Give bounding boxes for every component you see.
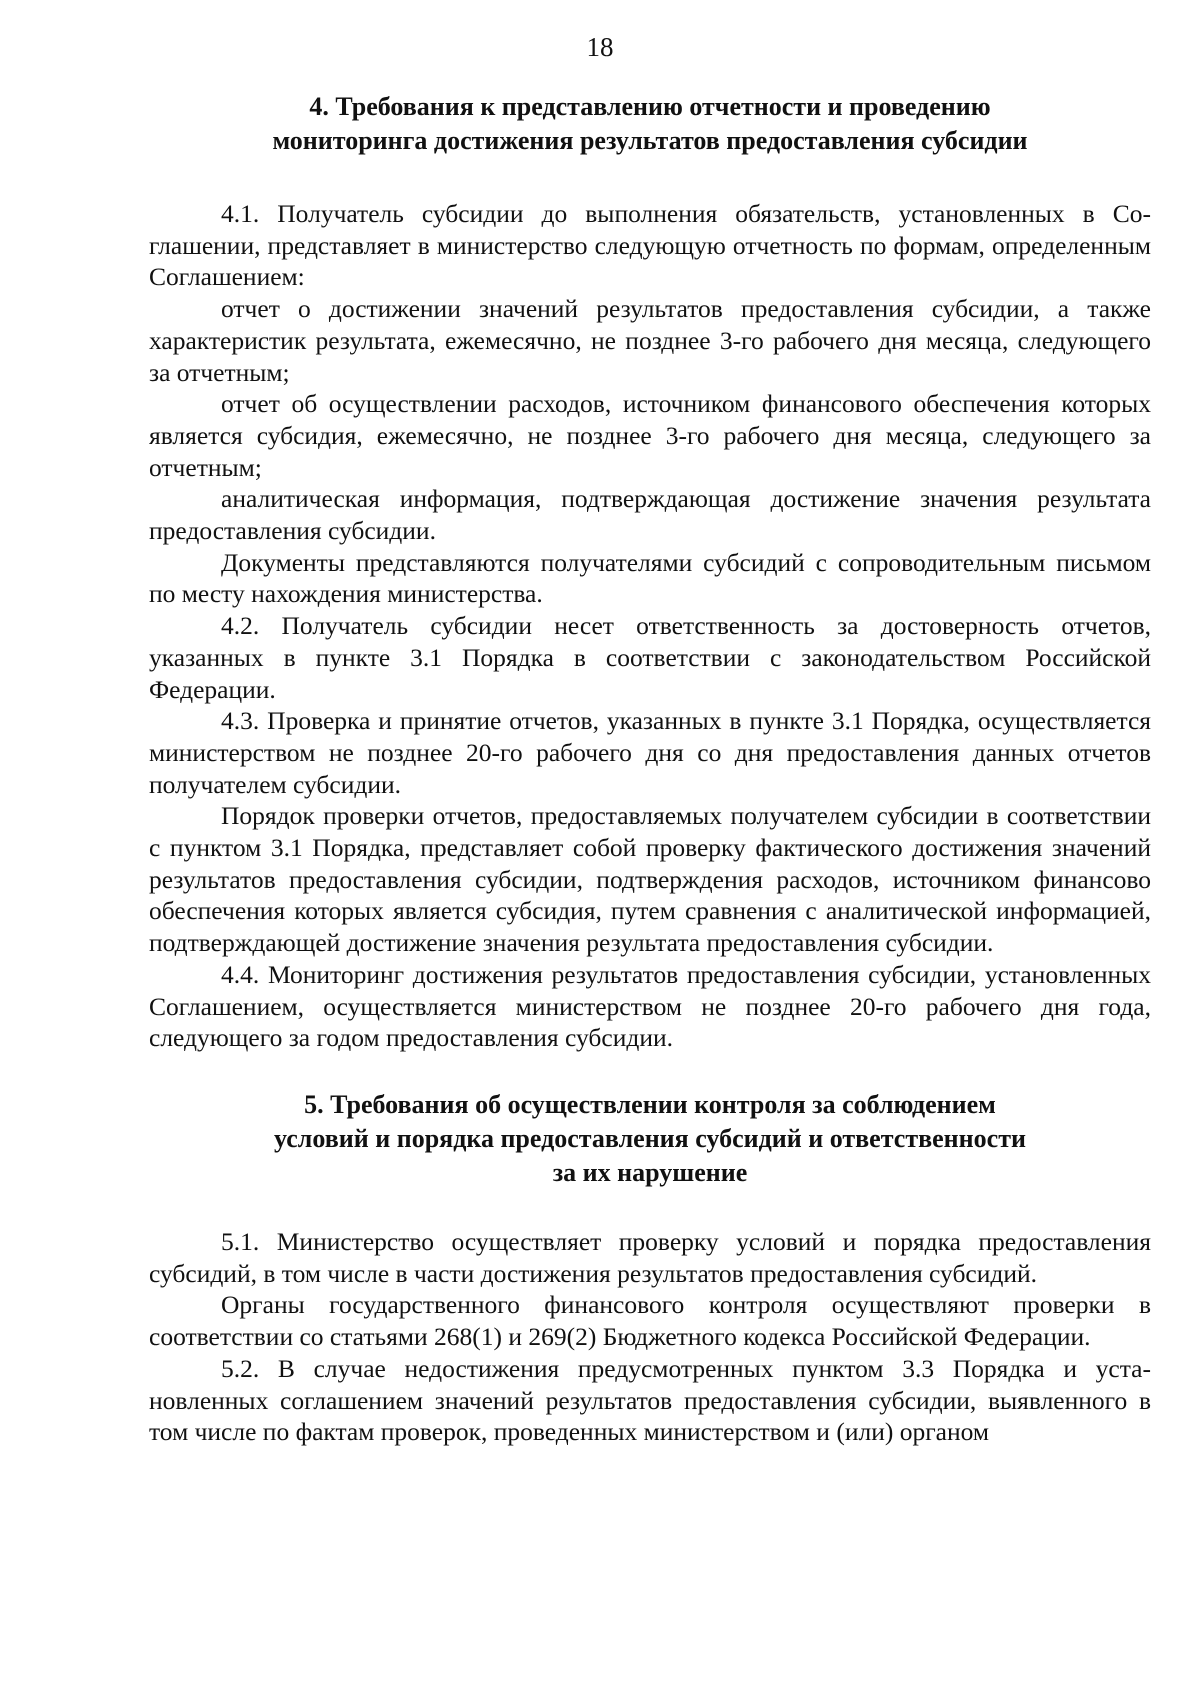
- section-5-heading-line: за их нарушение: [552, 1157, 748, 1187]
- section-4-heading: [149, 90, 1151, 158]
- section-4-heading-line: мониторинга достижения результатов предоставления субсидии: [272, 126, 1028, 155]
- page-number: 18: [586, 32, 614, 62]
- paragraph-5-1: 5.1. Министерство осуществляет проверку условий и порядка предоставления субсидий, в том числе в части достижения результатов предоставления субсидий.: [149, 1226, 1151, 1288]
- paragraph-4-2: 4.2. Получатель субсидии несет ответственность за достоверность отчетов, указанных в пункте 3.1 Порядка в соответствии с законодательством Российской Федерации.: [149, 611, 1151, 704]
- section-5-heading: [149, 1088, 1151, 1190]
- paragraph-4-1: 4.1. Получатель субсидии до выполнения обязательств, установленных в Соглашении, представляет в министерство следующую отчетность по формам, определенным Соглашением:: [149, 199, 1151, 292]
- paragraph-4-4: 4.4. Мониторинг достижения результатов предоставления субсидии, установленных Соглашением, осуществляется министерством не позднее 20-го рабочего дня года, следующего за годом предоставления субсидии.: [149, 959, 1151, 1053]
- paragraph-verification-procedure: Порядок проверки отчетов, предоставляемых получателем субсидии в соответствии с пунктом 3.1 Порядка, представляет собой проверку фактического достижения значений результатов предоставления субсидии, подтверждения расходов, источником финансово обеспечения которых является субсидия, путем сравнения с аналитической информацией, подтверждающей достижение значения результата предоставления субсидии.: [149, 801, 1151, 958]
- paragraph-4-3: 4.3. Проверка и принятие отчетов, указанных в пункте 3.1 Порядка, осуществляется министерством не позднее 20-го рабочего дня со дня предоставления данных отчетов получателем субсидии.: [149, 706, 1151, 799]
- paragraph-analytical-info: аналитическая информация, подтверждающая достижение значения результата предоставления субсидии.: [149, 484, 1151, 546]
- section-5-heading-line: 5. Требования об осуществлении контроля за соблюдением: [304, 1089, 996, 1119]
- paragraph-5-2: 5.2. В случае недостижения предусмотренных пунктом 3.3 Порядка и установленных соглашением значений результатов предоставления субсидии, выявленного в том числе по фактам проверок, проведенных министерством и (или) органом: [149, 1353, 1151, 1447]
- paragraph-documents-submission: Документы представляются получателями субсидий с сопроводительным письмом по месту нахождения министерства.: [149, 547, 1151, 609]
- paragraph-report-results: отчет о достижении значений результатов предоставления субсидии, а также характеристик результата, ежемесячно, не позднее 3-го рабочего дня месяца, следующего за отчетным;: [149, 294, 1151, 387]
- page-content: [149, 90, 1151, 1448]
- section-4-heading-line: 4. Требования к представлению отчетности и проведению: [309, 92, 991, 121]
- paragraph-financial-control: Органы государственного финансового контроля осуществляют проверки в соответствии со статьями 268(1) и 269(2) Бюджетного кодекса Российской Федерации.: [149, 1290, 1151, 1352]
- section-5-heading-line: условий и порядка предоставления субсидий и ответственности: [274, 1123, 1026, 1153]
- paragraph-report-expenses: отчет об осуществлении расходов, источником финансового обеспечения которых является субсидия, ежемесячно, не позднее 3-го рабочего дня месяца, следующего за отчетным;: [149, 389, 1151, 482]
